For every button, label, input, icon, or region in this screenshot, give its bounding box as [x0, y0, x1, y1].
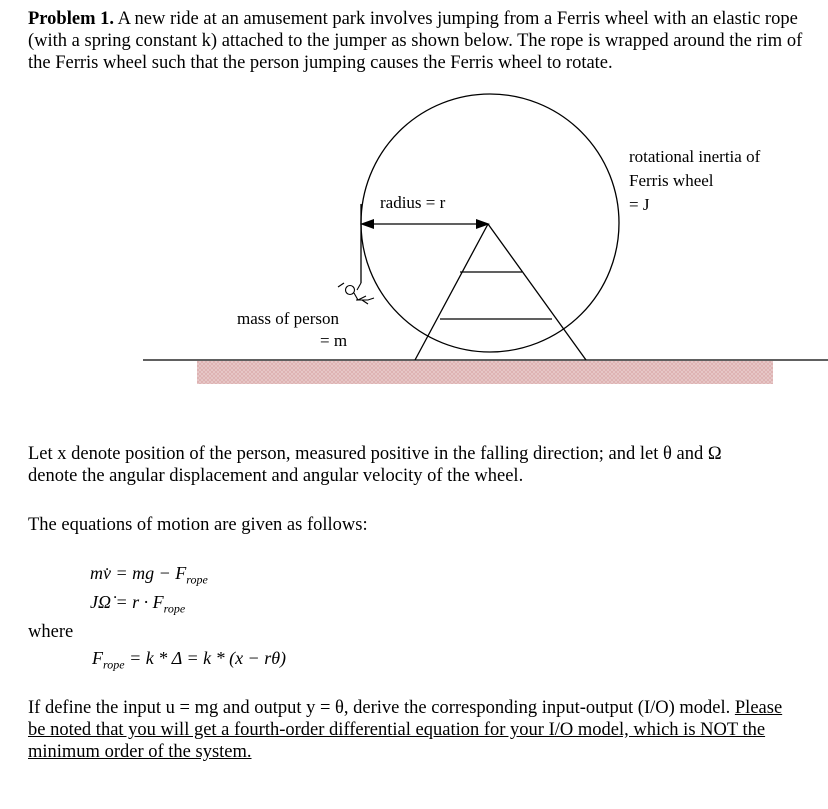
jumper-figure [338, 283, 374, 304]
inertia-label-line3: = J [629, 195, 650, 214]
equation-2: JΩ̇ = $r \cdot F_{rope}$ [90, 592, 186, 616]
radius-arrowhead-left [360, 219, 374, 229]
mass-label-line2: = m [320, 331, 348, 350]
radius-arrowhead-right [476, 219, 490, 229]
task-plain-text: If define the input u = mg and output y = θ, derive the corresponding input-output (I/O) model. [28, 698, 735, 718]
ground-hatch [197, 361, 773, 384]
ferris-wheel-circle [361, 94, 619, 352]
where-label: where [28, 622, 74, 642]
support-left-leg [415, 224, 488, 360]
radius-label: radius = r [380, 193, 446, 212]
support-right-leg [488, 224, 586, 360]
equation-1: mv̇ = mg − $F_{rope}$ [90, 563, 208, 587]
definitions-paragraph: Let x denote position of the person, measured positive in the falling direction; and let θ and Ω denote the angular displacement and angular velocity of the wheel. [28, 444, 722, 486]
inertia-label-line2: Ferris wheel [629, 171, 714, 190]
inertia-label-line1: rotational inertia of [629, 147, 761, 166]
task-paragraph [28, 697, 798, 763]
ferris-wheel-figure [0, 0, 828, 400]
equations-intro: The equations of motion are given as follows: [28, 515, 368, 535]
mass-label-line1: mass of person [237, 309, 339, 328]
problem-intro: A new ride at an amusement park involves jumping from a Ferris wheel with an elastic rope (with a spring constant k) attached to the jumper as shown below. The rope is wrapped around the rim of the Ferris wheel such that the person jumping causes the Ferris wheel to rotate. [28, 9, 803, 73]
task-underlined-text: Please be noted that you will get a fourth-order differential equation for your I/O model, which is NOT the minimum order of the system. [28, 698, 783, 762]
problem-label: Problem 1. [28, 9, 114, 29]
equation-3: $F_{rope} = k * \Delta = k * (x - r\theta)$ [92, 648, 287, 672]
